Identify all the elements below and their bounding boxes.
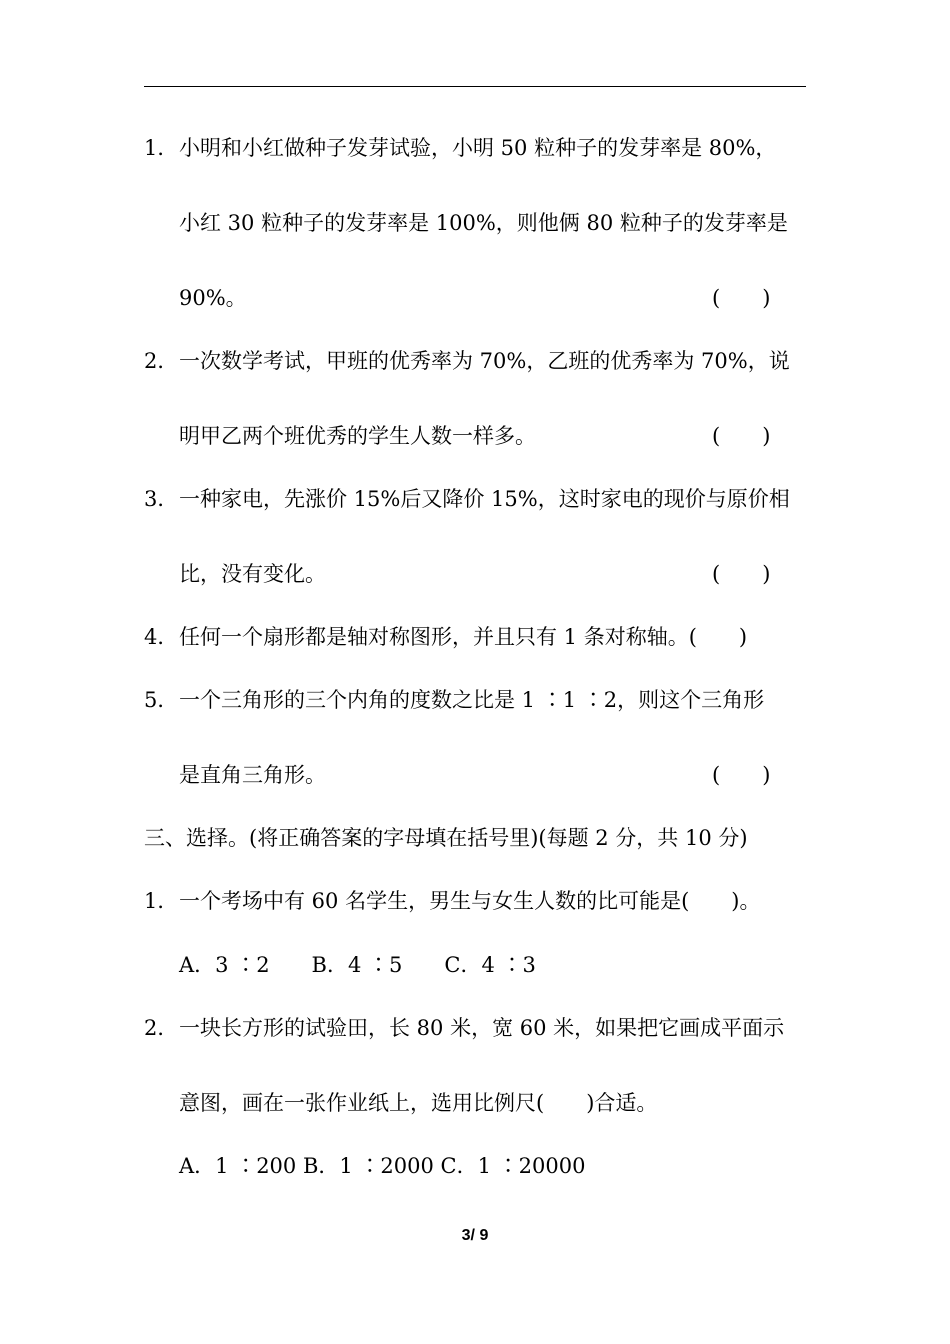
question-text: 一次数学考试，甲班的优秀率为 70%，乙班的优秀率为 70%，说 [179, 349, 790, 373]
question-text: 是直角三角形。 [179, 763, 326, 787]
question-number: 2． [144, 349, 179, 373]
answer-parentheses: ( ) [712, 424, 771, 448]
question-text: 意图，画在一张作业纸上，选用比例尺( )合适。 [179, 1091, 658, 1115]
question-text: 一块长方形的试验田，长 80 米，宽 60 米，如果把它画成平面示 [179, 1016, 785, 1040]
question-text: 一个三角形的三个内角的度数之比是 1 ∶1 ∶2，则这个三角形 [179, 688, 765, 712]
question-number: 1． [144, 136, 179, 160]
question-text: 比，没有变化。 [179, 562, 326, 586]
question-text: 明甲乙两个班优秀的学生人数一样多。 [179, 424, 536, 448]
question-number: 2． [144, 1016, 179, 1040]
answer-options: A．1 ∶200 B．1 ∶2000 C．1 ∶20000 [179, 1154, 586, 1178]
question-text: 小红 30 粒种子的发芽率是 100%，则他俩 80 粒种子的发芽率是 [179, 211, 788, 235]
question-text: 任何一个扇形都是轴对称图形，并且只有 1 条对称轴。( ) [179, 625, 748, 649]
top-rule [144, 86, 806, 87]
question-text: 一个考场中有 60 名学生，男生与女生人数的比可能是( )。 [179, 889, 761, 913]
answer-parentheses: ( ) [712, 562, 771, 586]
question-number: 3． [144, 487, 179, 511]
question-number: 1． [144, 889, 179, 913]
question-number: 4． [144, 625, 179, 649]
section-heading: 三、选择。(将正确答案的字母填在括号里)(每题 2 分，共 10 分) [144, 826, 748, 850]
question-number: 5． [144, 688, 179, 712]
page-number: 3/ 9 [461, 1227, 489, 1244]
question-text: 一种家电，先涨价 15%后又降价 15%，这时家电的现价与原价相 [179, 487, 790, 511]
question-text: 90%。 [179, 286, 247, 310]
answer-parentheses: ( ) [712, 286, 771, 310]
question-text: 小明和小红做种子发芽试验，小明 50 粒种子的发芽率是 80%， [179, 136, 777, 160]
answer-options: A．3 ∶2 B．4 ∶5 C．4 ∶3 [179, 953, 536, 977]
answer-parentheses: ( ) [712, 763, 771, 787]
